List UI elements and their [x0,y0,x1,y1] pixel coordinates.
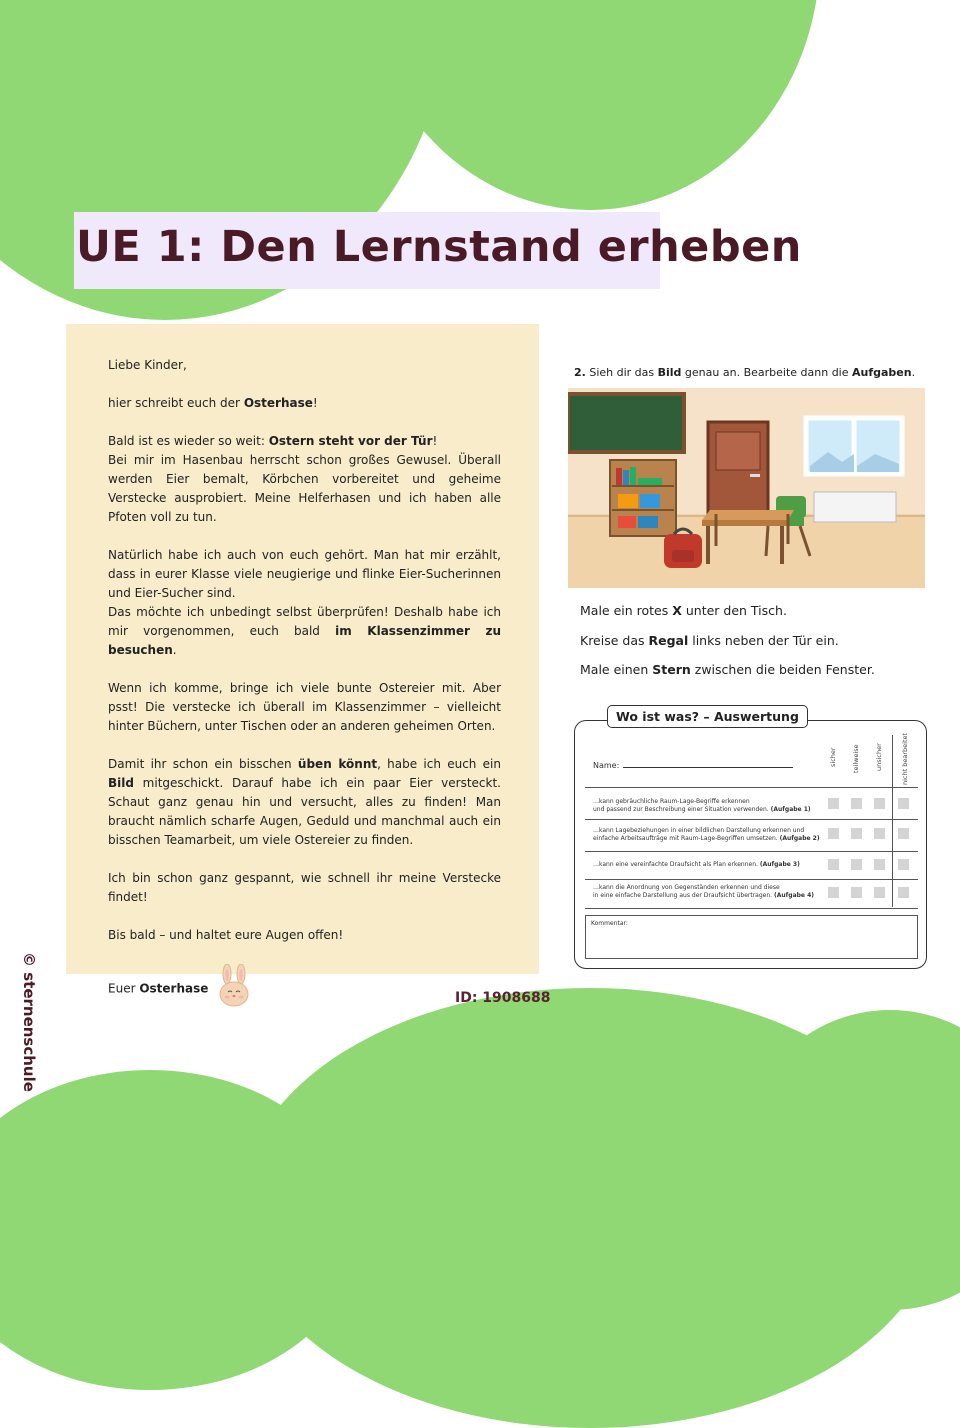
checkbox[interactable] [898,828,909,839]
letter-greeting: Liebe Kinder, [108,358,187,372]
checkbox[interactable] [874,798,885,809]
checkbox[interactable] [851,828,862,839]
checkbox[interactable] [874,828,885,839]
column-header-teilweise: teilweise [852,744,860,773]
instruction-1: Male ein rotes X unter den Tisch. [580,603,787,618]
evaluation-row-3: …kann eine vereinfachte Draufsicht als Plan erkennen. (Aufgabe 3) [585,851,918,880]
evaluation-title: Wo ist was? – Auswertung [607,705,808,728]
checkbox[interactable] [851,887,862,898]
letter-body [108,356,501,1014]
checkbox[interactable] [828,828,839,839]
green-blob-top-right [360,0,820,210]
page-title: UE 1: Den Lernstand erheben [76,222,802,272]
instruction-3: Male einen Stern zwischen die beiden Fenster. [580,662,875,677]
letter-signature: Euer Osterhase [108,964,501,1014]
checkbox[interactable] [828,887,839,898]
letter-paragraph-3: Natürlich habe ich auch von euch gehört. Man hat mir erzählt, dass in eurer Klasse viele neugierige und flinke Eier-Sucherinnen und Eier-Sucher sind. Das möchte ich unbedingt selbst überprüfen! Deshalb habe ich mir vorgenommen, euch bald im Klassenzimmer zu besuchen. [108,548,502,657]
checkbox[interactable] [828,798,839,809]
evaluation-card [574,720,927,969]
column-header-unsicher: unsicher [875,743,883,771]
letter-paragraph-7: Bis bald – und haltet eure Augen offen! [108,928,344,942]
letter-paragraph-1: hier schreibt euch der Osterhase! [108,396,318,410]
column-header-nicht-bearbeitet: nicht bearbeitet [901,732,909,785]
checkbox[interactable] [898,859,909,870]
checkbox[interactable] [898,798,909,809]
document-id: ID: 1908688 [455,990,551,1006]
letter-paragraph-2: Bald ist es wieder so weit: Ostern steht vor der Tür! Bei mir im Hasenbau herrscht schon großes Gewusel. Überall werden Eier bemalt, Körbchen vorbereitet und geheime Verstecke ausprobiert. Meine Helferhasen und ich haben alle Pfoten voll zu tun. [108,434,501,524]
letter-paragraph-6: Ich bin schon ganz gespannt, wie schnell ihr meine Verstecke findet! [108,871,501,904]
bunny-icon [216,964,252,1014]
checkbox[interactable] [874,859,885,870]
evaluation-row-4: …kann die Anordnung von Gegenständen erkennen und diese in eine einfache Darstellung aus der Draufsicht übertragen. (Aufgabe 4) [585,879,918,909]
checkbox[interactable] [828,859,839,870]
checkbox[interactable] [898,887,909,898]
classroom-illustration [568,388,925,588]
task-instruction-title: 2. Sieh dir das Bild genau an. Bearbeite dann die Aufgaben. [574,366,916,379]
copyright-credit: © sternenschule [20,952,38,1092]
checkbox[interactable] [851,859,862,870]
column-header-sicher: sicher [829,747,837,767]
letter-paragraph-5: Damit ihr schon ein bisschen üben könnt, habe ich euch ein Bild mitgeschickt. Darauf habe ich ein paar Eier versteckt. Schaut ganz genau hin und versucht, alles zu finden! Man braucht nämlich scharfe Augen, Geduld und manchmal auch ein bisschen Teamarbeit, um viele Ostereier zu finden. [108,757,501,847]
letter-paragraph-4: Wenn ich komme, bringe ich viele bunte Ostereier mit. Aber psst! Die verstecke ich überall im Klassenzimmer – vielleicht hinter Büchern, unter Tischen oder an anderen geheimen Orten. [108,681,501,733]
evaluation-row-2: …kann Lagebeziehungen in einer bildlichen Darstellung erkennen und einfache Arbeitsaufträge mit Raum-Lage-Begriffen umsetzen. (Aufgabe 2) [585,819,918,852]
name-field: Name: [593,761,793,770]
comment-field[interactable]: Kommentar: [585,915,918,959]
evaluation-row-1: …kann gebräuchliche Raum-Lage-Begriffe erkennen und passend zur Beschreibung einer Situation verwenden. (Aufgabe 1) [585,787,918,820]
checkbox[interactable] [851,798,862,809]
instruction-2: Kreise das Regal links neben der Tür ein. [580,633,839,648]
letter-sheet [66,324,539,996]
checkbox[interactable] [874,887,885,898]
